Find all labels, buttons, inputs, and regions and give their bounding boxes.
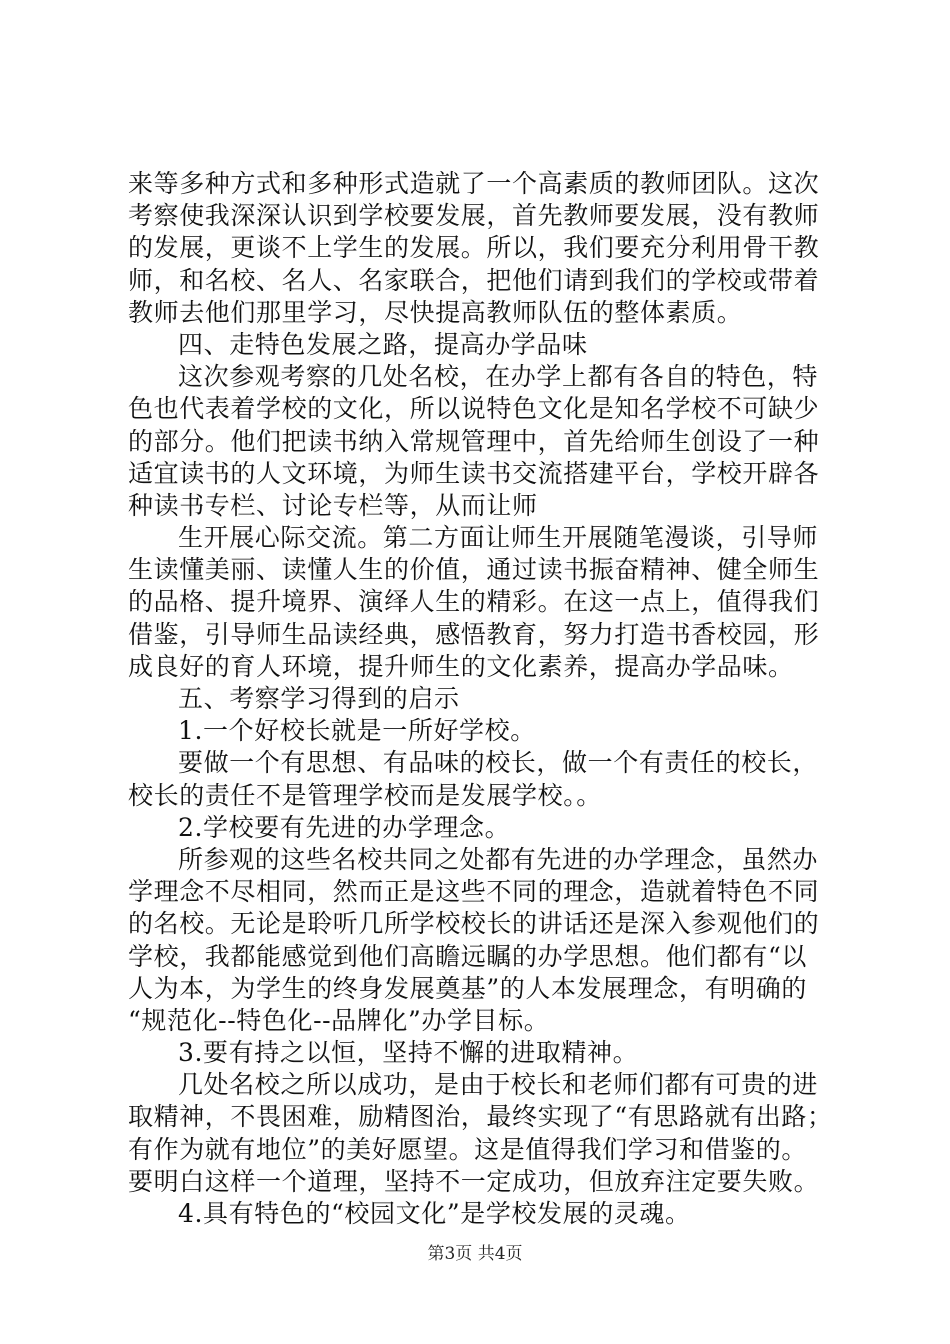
text-line: 教师去他们那里学习，尽快提高教师队伍的整体素质。 [128,297,743,327]
text-line: 生读懂美丽、读懂人生的价值，通过读书振奋精神、健全师生 [128,555,820,585]
text-line: 生开展心际交流。第二方面让师生开展随笔漫谈，引导师 [178,523,819,553]
text-line: 四、走特色发展之路，提高办学品味 [178,329,588,359]
text-line: 学校，我都能感觉到他们高瞻远瞩的办学思想。他们都有“以 [128,941,807,971]
text-line: 的名校。无论是聆听几所学校校长的讲话还是深入参观他们的 [128,909,820,939]
text-line: 要明白这样一个道理，坚持不一定成功，但放弃注定要失败。 [128,1166,820,1196]
text-line: 取精神，不畏困难，励精图治，最终实现了“有思路就有出路； [128,1102,833,1132]
text-line: 的发展，更谈不上学生的发展。所以，我们要充分利用骨干教 [128,233,820,263]
text-line: 人为本，为学生的终身发展奠基”的人本发展理念，有明确的 [128,973,807,1003]
text-line: 1.一个好校长就是一所好学校。 [178,716,536,746]
text-line: 2.学校要有先进的办学理念。 [178,812,511,842]
text-line: 校长的责任不是管理学校而是发展学校。。 [128,780,602,810]
text-line: 的品格、提升境界、演绎人生的精彩。在这一点上，值得我们 [128,587,820,617]
text-line: 考察使我深深认识到学校要发展，首先教师要发展，没有教师 [128,201,820,231]
text-line: 4.具有特色的“校园文化”是学校发展的灵魂。 [178,1199,691,1228]
text-line: 要做一个有思想、有品味的校长，做一个有责任的校长， [178,748,819,778]
text-line: 的部分。他们把读书纳入常规管理中，首先给师生创设了一种 [128,426,820,456]
text-line: 有作为就有地位”的美好愿望。这是值得我们学习和借鉴的。 [128,1134,807,1164]
text-line: 这次参观考察的几处名校，在办学上都有各自的特色，特 [178,362,819,392]
text-line: 色也代表着学校的文化，所以说特色文化是知名学校不可缺少 [128,394,820,424]
text-line: 种读书专栏、讨论专栏等，从而让师 [128,490,538,520]
text-line: 成良好的育人环境，提升师生的文化素养，提高办学品味。 [128,651,794,681]
text-line: 3.要有持之以恒，坚持不懈的进取精神。 [178,1038,639,1068]
text-line: 借鉴，引导师生品读经典，感悟教育，努力打造书香校园，形 [128,619,820,649]
page-footer: 第3页 共4页 [427,1244,523,1264]
text-line: 师，和名校、名人、名家联合，把他们请到我们的学校或带着 [128,265,820,295]
text-line: 五、考察学习得到的启示 [178,684,460,713]
text-line: “规范化--特色化--品牌化”办学目标。 [128,1005,550,1035]
text-line: 几处名校之所以成功，是由于校长和老师们都有可贵的进 [178,1070,819,1100]
text-line: 学理念不尽相同，然而正是这些不同的理念，造就着特色不同 [128,877,820,907]
text-line: 来等多种方式和多种形式造就了一个高素质的教师团队。这次 [128,169,820,198]
text-line: 所参观的这些名校共同之处都有先进的办学理念，虽然办 [178,844,819,874]
document-body [128,168,833,1230]
text-line: 适宜读书的人文环境，为师生读书交流搭建平台，学校开辟各 [128,458,820,488]
